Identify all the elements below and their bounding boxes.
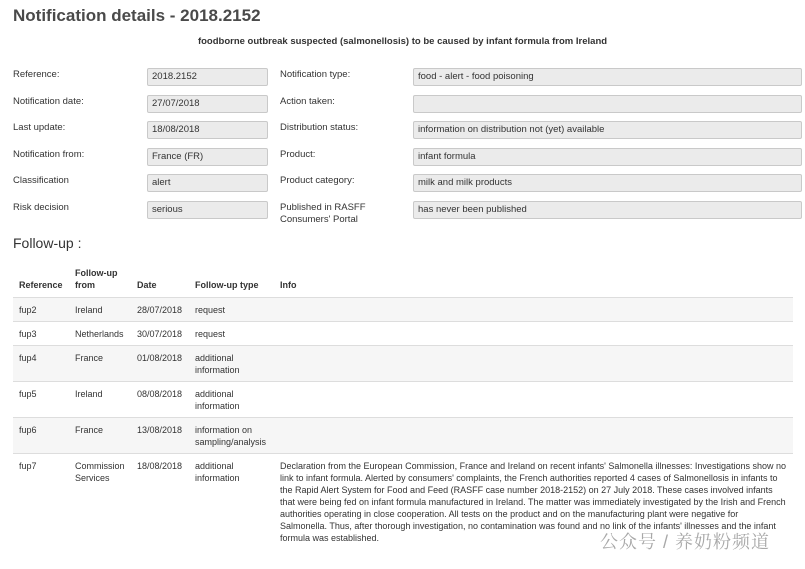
column-header-date[interactable]: Date [137, 280, 157, 290]
cell-reference: fup2 [13, 298, 69, 322]
cell-reference: fup6 [13, 418, 69, 454]
table-row [13, 322, 793, 346]
cell-date: 01/08/2018 [131, 346, 189, 382]
cell-reference: fup7 [13, 454, 69, 550]
cell-followup-from: Ireland [69, 382, 131, 418]
product-category-field: milk and milk products [413, 174, 802, 192]
column-header-reference[interactable]: Reference [19, 280, 63, 290]
column-header-info[interactable]: Info [280, 280, 297, 290]
last-update-label: Last update: [13, 122, 66, 133]
cell-info [274, 298, 793, 322]
cell-followup-from: France [69, 346, 131, 382]
column-header-followup-type[interactable]: Follow-up type [195, 280, 259, 290]
action-taken-label: Action taken: [280, 96, 335, 107]
cell-followup-type: additional information [189, 454, 274, 550]
cell-followup-type: additional information [189, 382, 274, 418]
followup-table [13, 263, 793, 549]
cell-followup-type: request [189, 322, 274, 346]
distribution-status-label: Distribution status: [280, 122, 359, 133]
product-category-label: Product category: [280, 175, 355, 186]
cell-followup-from: France [69, 418, 131, 454]
cell-followup-type: additional information [189, 346, 274, 382]
followup-heading: Follow-up : [13, 235, 82, 251]
notification-date-label: Notification date: [13, 96, 84, 107]
notification-from-label: Notification from: [13, 149, 85, 160]
cell-info [274, 346, 793, 382]
consumers-portal-field: has never been published [413, 201, 802, 219]
notification-date-field: 27/07/2018 [147, 95, 268, 113]
cell-date: 08/08/2018 [131, 382, 189, 418]
watermark: 公众号 / 养奶粉频道 [600, 532, 771, 552]
cell-followup-from: Ireland [69, 298, 131, 322]
notification-from-field: France (FR) [147, 148, 268, 166]
table-row [13, 346, 793, 382]
classification-label: Classification [13, 175, 69, 186]
consumers-portal-label: Published in RASFF Consumers' Portal [280, 202, 366, 225]
notification-subject: foodborne outbreak suspected (salmonellosis) to be caused by infant formula from Ireland [197, 36, 608, 47]
table-row [13, 382, 793, 418]
risk-decision-field: serious [147, 201, 268, 219]
classification-field: alert [147, 174, 268, 192]
last-update-field: 18/08/2018 [147, 121, 268, 139]
cell-date: 30/07/2018 [131, 322, 189, 346]
cell-info: Declaration from the European Commission, France and Ireland on recent infants' Salmonella illnesses: Investigations show no link to infant formula. Alerted by consumers' complaints, the French authorities reported 4 cases of Salmonellosis in infants to the Rapid Alert System for Food and Feed (RASFF case number 2018-2152) on 27 July 2018. These cases involved infants that were being fed on infant formula manufactured in Ireland. The matter was immediately investigated by the Irish and French authorities operating in close cooperation. All tests on the product and on the manufacturing plant were negative for Salmonella. Thus, after thorough investigation, no contamination was found and no link of the infants' illnesses and the infant formula was established. [274, 454, 793, 550]
cell-followup-type: information on sampling/analysis [189, 418, 274, 454]
table-header-row [13, 263, 793, 298]
notification-type-label: Notification type: [280, 69, 351, 80]
cell-date: 28/07/2018 [131, 298, 189, 322]
table-row [13, 418, 793, 454]
cell-info [274, 322, 793, 346]
reference-label: Reference: [13, 69, 60, 80]
product-label: Product: [280, 149, 316, 160]
cell-info [274, 418, 793, 454]
distribution-status-field: information on distribution not (yet) available [413, 121, 802, 139]
cell-date: 18/08/2018 [131, 454, 189, 550]
cell-reference: fup4 [13, 346, 69, 382]
column-header-followup-from[interactable]: Follow-up from [75, 268, 118, 290]
cell-followup-from: Netherlands [69, 322, 131, 346]
table-row [13, 298, 793, 322]
notification-type-field: food - alert - food poisoning [413, 68, 802, 86]
cell-followup-from: Commission Services [69, 454, 131, 550]
page-title: Notification details - 2018.2152 [13, 6, 261, 25]
reference-field: 2018.2152 [147, 68, 268, 86]
action-taken-field [413, 95, 802, 113]
cell-date: 13/08/2018 [131, 418, 189, 454]
cell-reference: fup3 [13, 322, 69, 346]
cell-info [274, 382, 793, 418]
risk-decision-label: Risk decision [13, 202, 69, 213]
product-field: infant formula [413, 148, 802, 166]
cell-followup-type: request [189, 298, 274, 322]
cell-reference: fup5 [13, 382, 69, 418]
